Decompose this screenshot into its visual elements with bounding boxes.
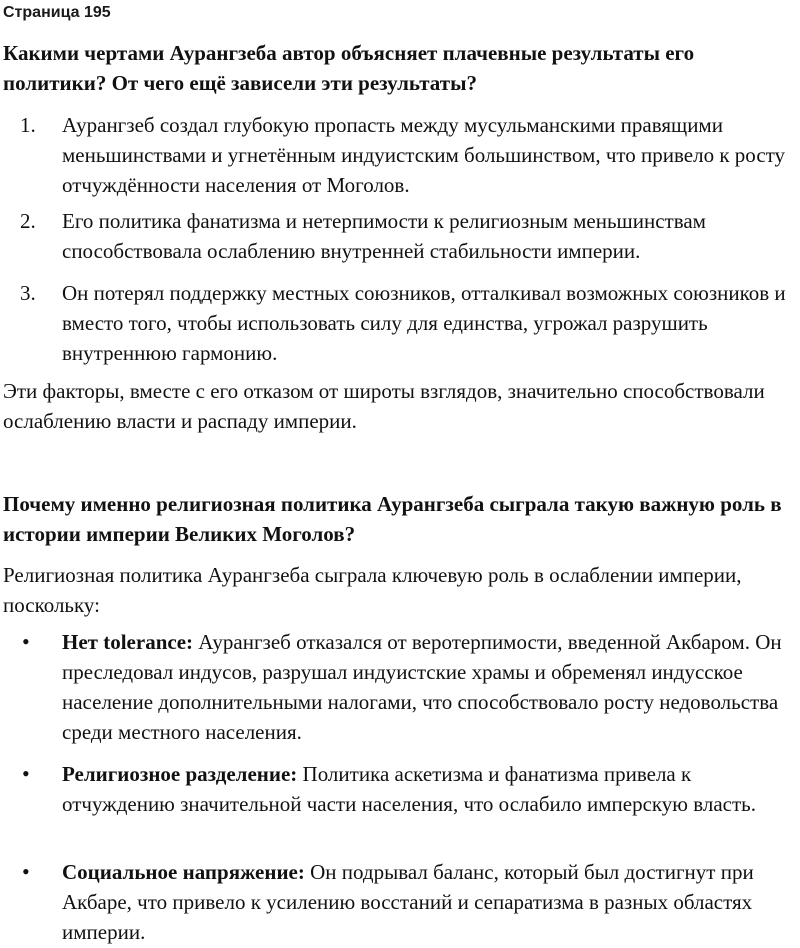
bullet-title: Социальное напряжение: bbox=[62, 860, 305, 884]
list-item-text: Аурангзеб создал глубокую пропасть между мусульманскими правящими меньшинствами и угнетённым индуистским большинством, что привело к росту отчуждённости населения от Моголов. bbox=[62, 113, 786, 197]
bullet-text: Политика аскетизма и фанатизма привела к отчуждению значительной части населения, что ослабило имперскую власть. bbox=[62, 762, 756, 816]
bullet: • bbox=[22, 859, 30, 884]
intro-paragraph: Религиозная политика Аурангзеба сыграла ключевую роль в ослаблении империи, поскольку: bbox=[3, 563, 742, 617]
question-heading-2: Почему именно религиозная политика Аурангзеба сыграла такую важную роль в истории империи Великих Моголов? bbox=[3, 492, 782, 546]
list-item-text bbox=[62, 857, 798, 947]
bullet: • bbox=[22, 761, 30, 786]
list-item-text bbox=[62, 759, 798, 819]
page-label: Страница 195 bbox=[3, 4, 111, 21]
question-heading-1: Какими чертами Аурангзеба автор объясняет плачевные результаты его политики? От чего ещё зависели эти результаты? bbox=[3, 41, 695, 95]
conclusion-paragraph: Эти факторы, вместе с его отказом от широты взглядов, значительно способствовали ослаблению власти и распаду империи. bbox=[3, 379, 765, 433]
list-number: 2. bbox=[20, 209, 36, 233]
bullet-title: Религиозное разделение: bbox=[62, 762, 298, 786]
list-item-text bbox=[62, 627, 798, 747]
bullet-title: Нет tolerance: bbox=[62, 630, 194, 654]
bullet-text: Аурангзеб отказался от веротерпимости, введенной Акбаром. Он преследовал индусов, разрушал индуистские храмы и обременял индусское население дополнительными налогами, что способствовало росту недовольства среди местного населения. bbox=[62, 630, 782, 744]
list-number: 3. bbox=[20, 281, 36, 305]
list-item-text: Его политика фанатизма и нетерпимости к религиозным меньшинствам способствовала ослаблению внутренней стабильности империи. bbox=[62, 209, 706, 263]
list-number: 1. bbox=[20, 113, 36, 137]
bullet-text: Он подрывал баланс, который был достигнут при Акбаре, что привело к усилению восстаний и сепаратизма в разных областях империи. bbox=[62, 860, 754, 944]
list-item-text: Он потерял поддержку местных союзников, отталкивал возможных союзников и вместо того, чтобы использовать силу для единства, угрожал разрушить внутреннюю гармонию. bbox=[62, 281, 786, 365]
bullet: • bbox=[22, 629, 30, 654]
